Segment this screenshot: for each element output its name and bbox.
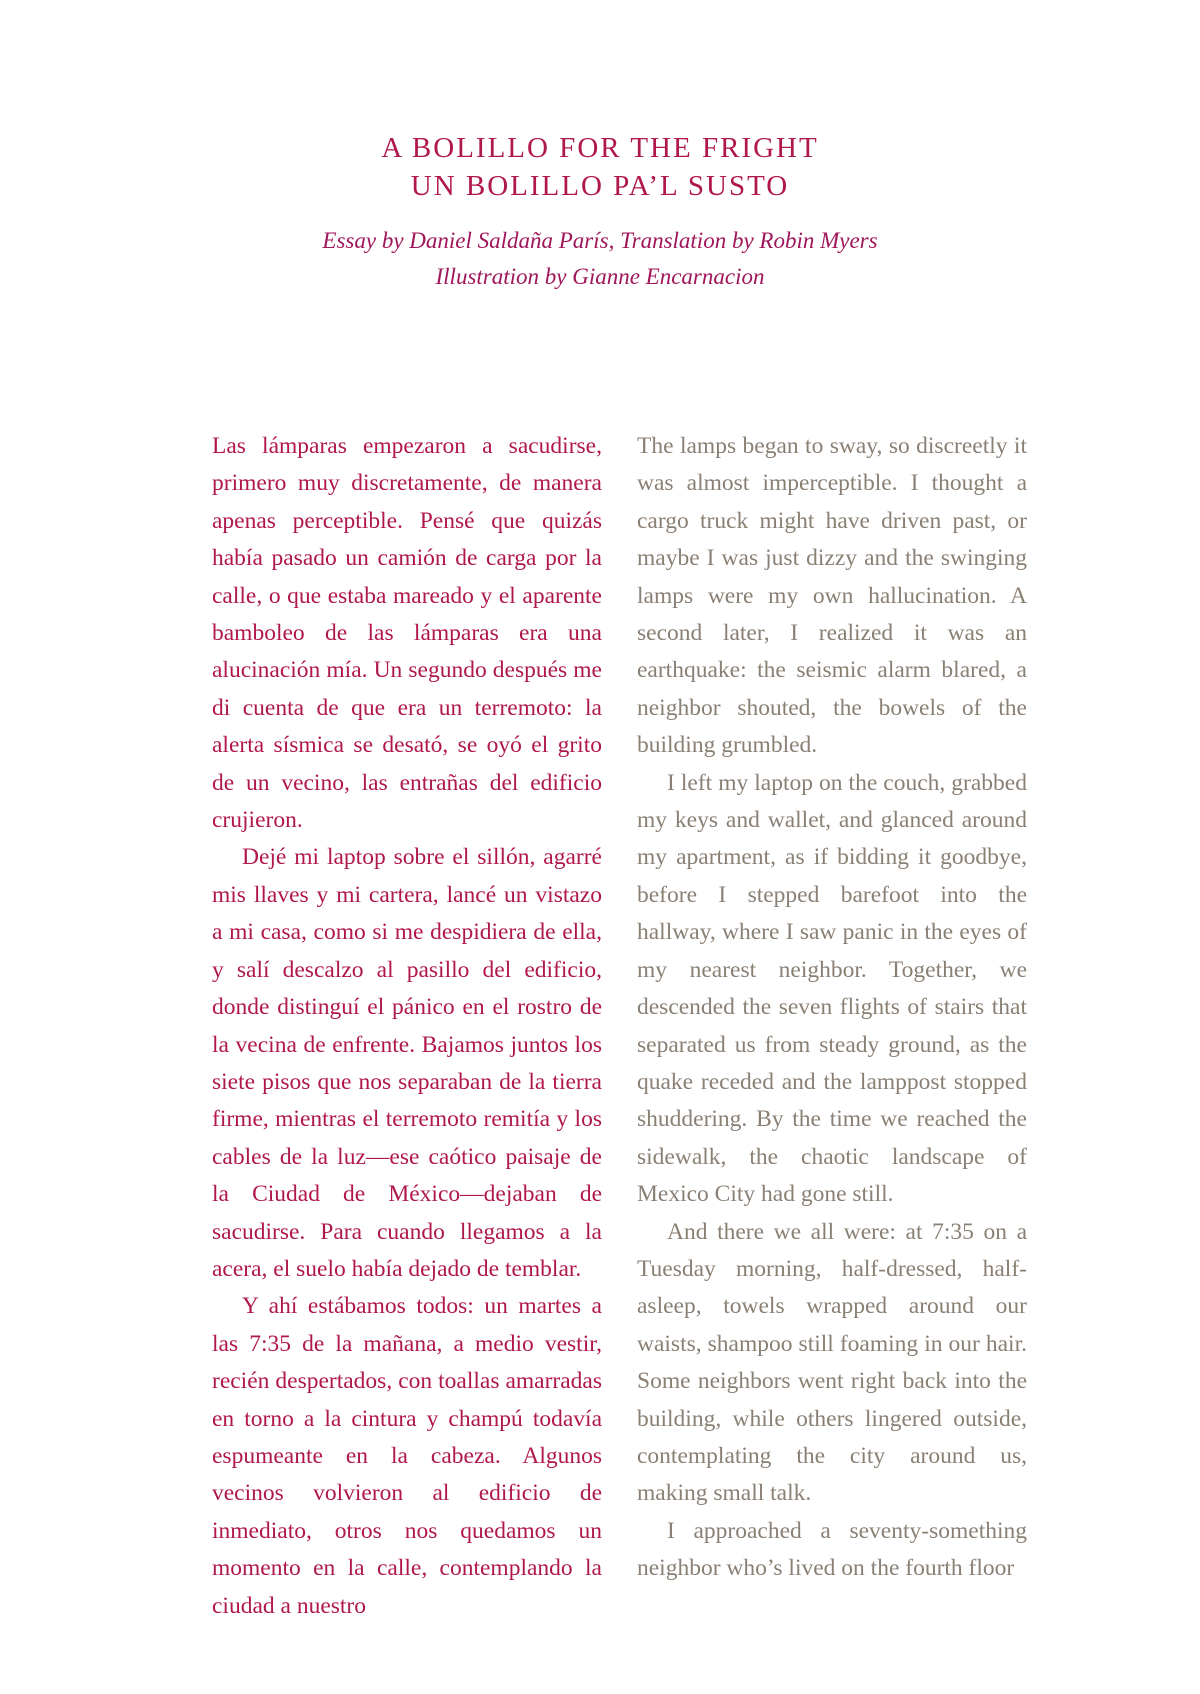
spanish-paragraph-2: Dejé mi laptop sobre el sillón, agarré mis llaves y mi cartera, lancé un vistazo a mi casa, como si me despidiera de ella, y salí descalzo al pasillo del edificio, donde distinguí el pánico en el rostro de la vecina de enfrente. Bajamos juntos los siete pisos que nos separaban de la tierra firme, mientras el terremoto remitía y los cables de la luz—ese caótico paisaje de la Ciudad de México—dejaban de sacudirse. Para cuando llegamos a la acera, el suelo había dejado de temblar. (212, 844, 602, 1282)
spanish-paragraph-3: Y ahí estábamos todos: un martes a las 7:35 de la mañana, a medio vestir, recién despertados, con toallas amarradas en torno a la cintura y champú todavía espumeante en la cabeza. Algunos vecinos volvieron al edificio de inmediato, otros nos quedamos un momento en la calle, contemplando la ciudad a nuestro (212, 1293, 602, 1619)
english-paragraph-4: I approached a seventy-something neighbor who’s lived on the fourth floor (637, 1517, 1027, 1582)
title-spanish: UN BOLILLO PA’L SUSTO (410, 170, 790, 202)
spanish-paragraph-1: Las lámparas empezaron a sacudirse, primero muy discretamente, de manera apenas perceptible. Pensé que quizás había pasado un camión de carga por la calle, o que estaba mareado y el aparente bamboleo de las lámparas era una alucinación mía. Un segundo después me di cuenta de que era un terremoto: la alerta sísmica se desató, se oyó el grito de un vecino, las entrañas del edificio crujieron. (212, 433, 602, 834)
english-paragraph-1: The lamps began to sway, so discreetly it was almost imperceptible. I thought a cargo truck might have driven past, or maybe I was just dizzy and the swinging lamps were my own hallucination. A second later, I realized it was an earthquake: the seismic alarm blared, a neighbor shouted, the bowels of the building grumbled. (637, 433, 1027, 759)
title-english: A BOLILLO FOR THE FRIGHT (381, 132, 819, 164)
author-translator-credit: Essay by Daniel Saldaña París, Translation by Robin Myers (322, 228, 878, 253)
english-paragraph-3: And there we all were: at 7:35 on a Tuesday morning, half-dressed, half-asleep, towels wrapped around our waists, shampoo still foaming in our hair. Some neighbors went right back into the building, while others lingered outside, contemplating the city around us, making small talk. (637, 1218, 1027, 1507)
english-column (637, 428, 1027, 1588)
illustrator-credit: Illustration by Gianne Encarnacion (435, 264, 765, 289)
english-paragraph-2: I left my laptop on the couch, grabbed my keys and wallet, and glanced around my apartment, as if bidding it goodbye, before I stepped barefoot into the hallway, where I saw panic in the eyes of my nearest neighbor. Together, we descended the seven flights of stairs that separated us from steady ground, as the quake receded and the lamppost stopped shuddering. By the time we reached the sidewalk, the chaotic landscape of Mexico City had gone still. (637, 769, 1027, 1208)
spanish-column (212, 428, 602, 1625)
